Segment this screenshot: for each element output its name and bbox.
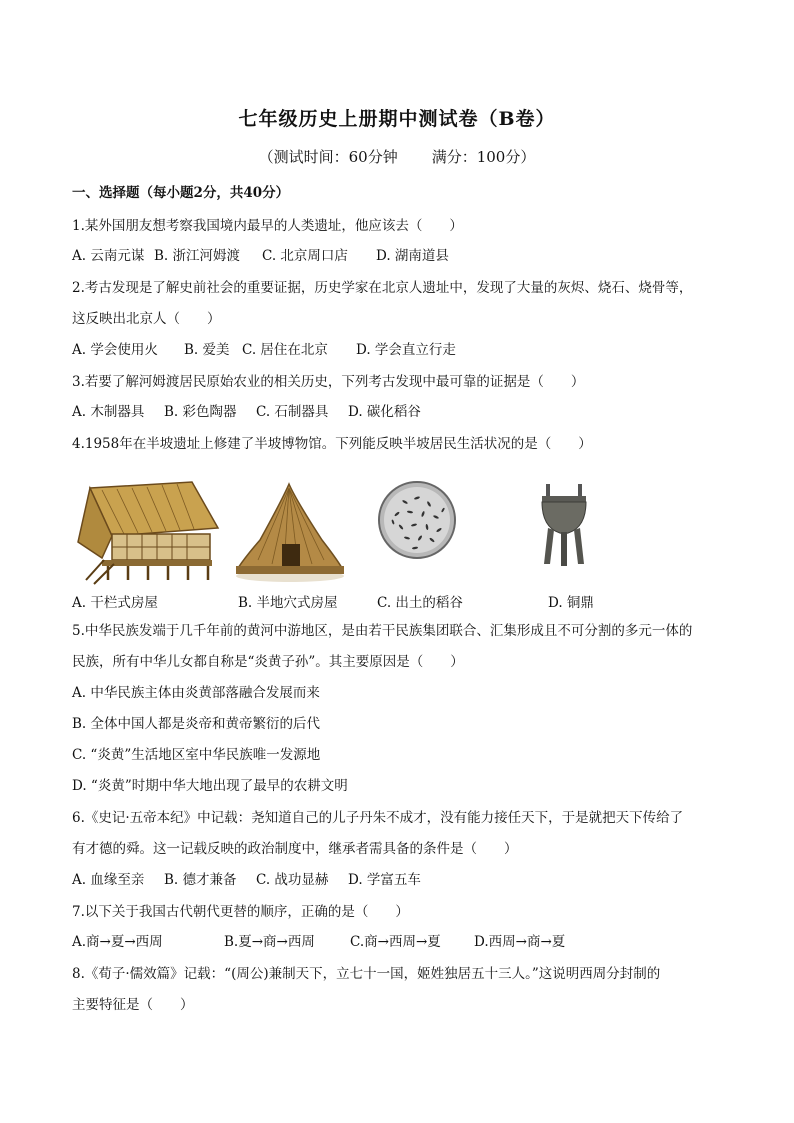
option-c: C. 北京周口店	[262, 248, 348, 264]
question-5-option-b: B. 全体中国人都是炎帝和黄帝繁衍的后代	[72, 716, 321, 732]
caption-b: B. 半地穴式房屋	[238, 595, 338, 611]
option-b: B.夏→商→西周	[224, 934, 315, 950]
option-b: B. 爱美	[184, 342, 230, 358]
option-a: A. 学会使用火	[72, 342, 158, 358]
option-c: C.商→西周→夏	[350, 934, 441, 950]
caption-d: D. 铜鼎	[548, 595, 594, 611]
test-time: （测试时间：60分钟	[258, 148, 398, 166]
question-4-figures	[72, 480, 732, 585]
option-d: D. 学富五车	[348, 872, 421, 888]
stilt-house-image	[72, 480, 222, 585]
question-2-stem-cont: 这反映出北京人（ ）	[72, 311, 221, 327]
option-d: D. 碳化稻谷	[348, 404, 421, 420]
question-5-stem: 5.中华民族发端于几千年前的黄河中游地区，是由若干民族集团联合、汇集形成且不可分割的多元一体的	[72, 623, 693, 639]
question-5-stem-cont: 民族，所有中华儿女都自称是“炎黄子孙”。其主要原因是（ ）	[72, 654, 464, 670]
question-6-stem: 6.《史记·五帝本纪》中记载：尧知道自己的儿子丹朱不成才，没有能力接任天下，于是就把天下传给了	[72, 810, 684, 826]
exam-info	[0, 146, 794, 167]
option-b: B. 彩色陶器	[164, 404, 237, 420]
full-score: 满分：100分）	[431, 148, 536, 166]
question-6-stem-cont: 有才德的舜。这一记载反映的政治制度中，继承者需具备的条件是（ ）	[72, 841, 518, 857]
option-a: A.商→夏→西周	[72, 934, 163, 950]
option-c: C. 石制器具	[256, 404, 329, 420]
question-8-stem-cont: 主要特征是（ ）	[72, 997, 194, 1013]
option-a: A. 木制器具	[72, 404, 145, 420]
option-c: C. 战功显赫	[256, 872, 329, 888]
option-a: A. 云南元谋	[72, 248, 145, 264]
question-3-options	[72, 402, 732, 422]
question-7-stem: 7.以下关于我国古代朝代更替的顺序，正确的是（ ）	[72, 904, 409, 920]
option-b: B. 浙江河姆渡	[154, 248, 241, 264]
bronze-ding-image	[534, 480, 594, 570]
question-2-stem: 2.考古发现是了解史前社会的重要证据，历史学家在北京人遗址中，发现了大量的灰烬、烧石、烧骨等，	[72, 280, 693, 296]
question-2-options	[72, 340, 732, 360]
question-1-stem: 1.某外国朋友想考察我国境内最早的人类遗址，他应该去（ ）	[72, 218, 463, 234]
option-c: C. 居住在北京	[242, 342, 328, 358]
question-5-option-c: C. “炎黄”生活地区室中华民族唯一发源地	[72, 747, 321, 763]
question-6-options	[72, 870, 732, 890]
question-7-options	[72, 932, 732, 952]
question-5-option-d: D. “炎黄”时期中华大地出现了最早的农耕文明	[72, 778, 348, 794]
caption-a: A. 干栏式房屋	[72, 595, 158, 611]
question-8-stem: 8.《荀子·儒效篇》记载：“(周公)兼制天下，立七十一国，姬姓独居五十三人。”这说明西周分封制的	[72, 966, 661, 982]
option-d: D. 学会直立行走	[356, 342, 456, 358]
question-1-options	[72, 246, 732, 266]
rice-grains-image	[377, 480, 457, 560]
page-title: 七年级历史上册期中测试卷（B卷）	[238, 108, 556, 130]
option-b: B. 德才兼备	[164, 872, 237, 888]
caption-c: C. 出土的稻谷	[377, 595, 463, 611]
question-5-option-a: A. 中华民族主体由炎黄部落融合发展而来	[72, 685, 320, 701]
option-d: D.西周→商→夏	[474, 934, 566, 950]
question-4-stem: 4.1958年在半坡遗址上修建了半坡博物馆。下列能反映半坡居民生活状况的是（ ）	[72, 436, 592, 452]
semi-subterranean-house-image	[232, 480, 347, 585]
section-heading: 一、选择题（每小题2分，共40分）	[72, 185, 290, 201]
option-d: D. 湖南道县	[376, 248, 449, 264]
question-3-stem: 3.若要了解河姆渡居民原始农业的相关历史，下列考古发现中最可靠的证据是（ ）	[72, 374, 585, 390]
option-a: A. 血缘至亲	[72, 872, 145, 888]
